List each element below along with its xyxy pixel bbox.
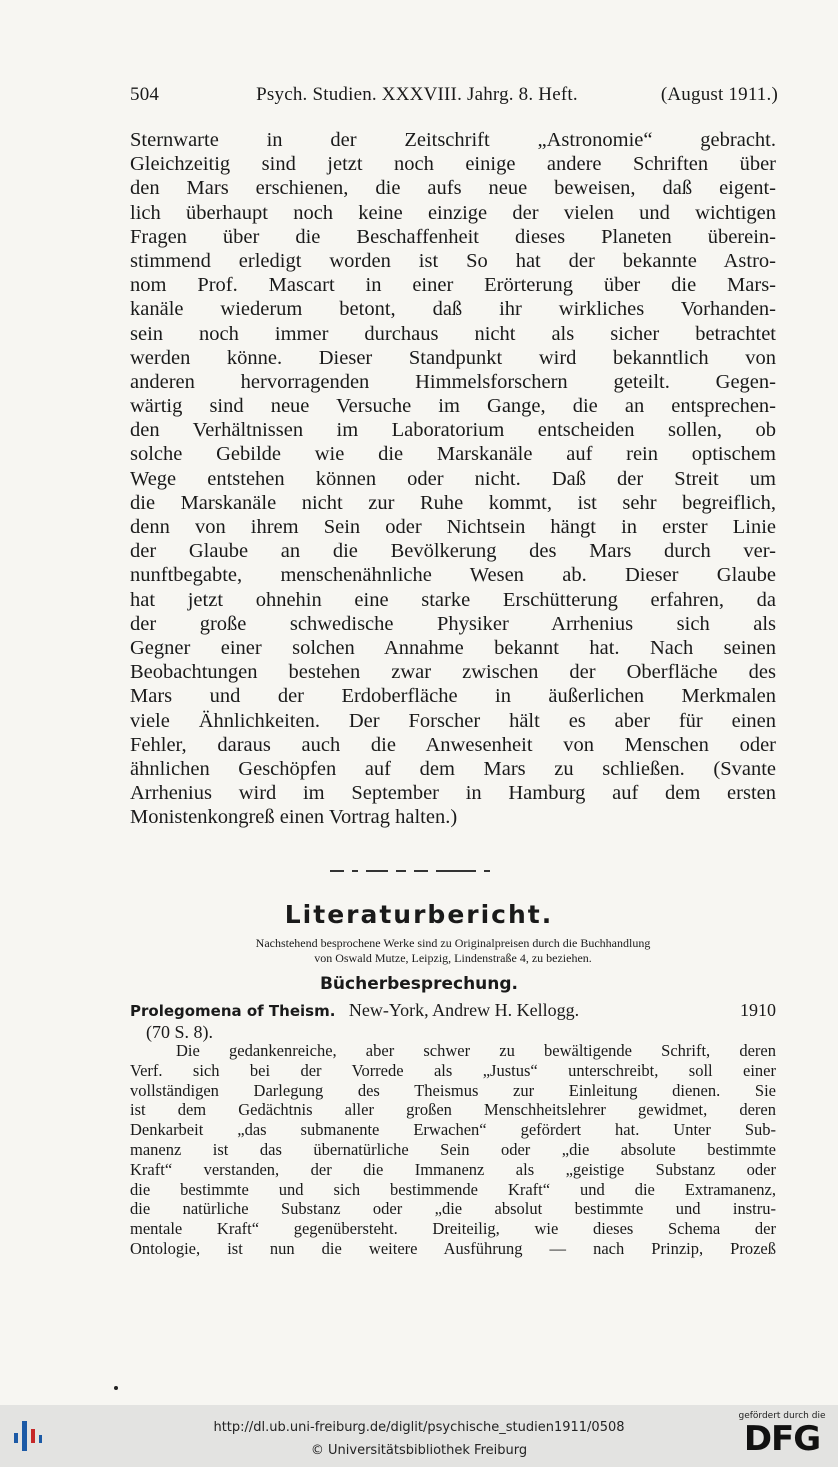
text-line: hat jetzt ohnehin eine starke Erschütterung erfahren, da bbox=[130, 588, 776, 611]
text-line: lich überhaupt noch keine einzige der vielen und wichtigen bbox=[130, 201, 776, 224]
section-separator bbox=[330, 866, 520, 876]
review-line: die natürliche Substanz oder „die absolut bestimmte und instru- bbox=[130, 1199, 776, 1219]
permalink[interactable]: http://dl.ub.uni-freiburg.de/diglit/psychische_studien1911/0508 bbox=[213, 1420, 625, 1435]
review-line: Ontologie, ist nun die weitere Ausführung — nach Prinzip, Prozeß bbox=[130, 1238, 776, 1258]
review-line: ist dem Gedächtnis aller großen Menschheitslehrer gewidmet, deren bbox=[130, 1100, 776, 1120]
text-line: den Mars erschienen, die aufs neue beweisen, daß eigent- bbox=[130, 177, 776, 200]
note-line: Nachstehend besprochene Werke sind zu Originalpreisen durch die Buchhandlung bbox=[255, 936, 651, 950]
dfg-logo bbox=[736, 1411, 828, 1463]
journal-title: Psych. Studien. XXXVIII. Jahrg. 8. Heft. bbox=[256, 84, 578, 105]
text-line: nunftbegabte, menschenähnliche Wesen ab. Dieser Glaube bbox=[130, 564, 776, 587]
review-line: die bestimmte und sich bestimmende Kraft“ und die Extramanenz, bbox=[130, 1179, 776, 1199]
book-title: Prolegomena of Theism. bbox=[130, 1002, 336, 1020]
text-line: ähnlichen Geschöpfen auf dem Mars zu schließen. (Svante bbox=[130, 757, 776, 780]
text-line: Beobachtungen bestehen zwar zwischen der Oberfläche des bbox=[130, 661, 776, 684]
text-line: der Glaube an die Bevölkerung des Mars durch ver- bbox=[130, 540, 776, 563]
dfg-wordmark: DFG bbox=[743, 1419, 821, 1459]
section-title: Literaturbericht. bbox=[284, 900, 554, 929]
text-line: anderen hervorragenden Himmelsforschern geteilt. Gegen- bbox=[130, 370, 776, 393]
page-number: 504 bbox=[130, 84, 160, 105]
text-line: wärtig sind neue Versuche im Gange, die an entsprechen- bbox=[130, 395, 776, 418]
text-line: Gleichzeitig sind jetzt noch einige andere Schriften über bbox=[130, 153, 776, 176]
text-line: Fehler, daraus auch die Anwesenheit von Menschen oder bbox=[130, 733, 776, 756]
book-publisher: New-York, Andrew H. Kellogg. bbox=[348, 1000, 580, 1020]
text-line: Monistenkongreß einen Vortrag halten.) bbox=[130, 806, 458, 829]
text-line: den Verhältnissen im Laboratorium entscheiden sollen, ob bbox=[130, 419, 776, 442]
review-line: vollständigen Darlegung des Theismus zur Einleitung dienen. Sie bbox=[130, 1080, 776, 1100]
text-line: der große schwedische Physiker Arrhenius sich als bbox=[130, 612, 776, 635]
viewer-footer bbox=[0, 1405, 838, 1467]
review-line: Kraft“ verstanden, der die Immanenz als „geistige Substanz oder bbox=[130, 1159, 776, 1179]
text-line: kanäle wiederum betont, daß ihr wirkliches Vorhanden- bbox=[130, 298, 776, 321]
text-line: Mars und der Erdoberfläche in äußerlichen Merkmalen bbox=[130, 685, 776, 708]
body-paragraph bbox=[130, 128, 776, 829]
text-line: stimmend erledigt worden ist So hat der bekannte Astro- bbox=[130, 249, 776, 272]
book-year: 1910 bbox=[740, 1000, 776, 1020]
issue-date: (August 1911.) bbox=[660, 84, 778, 105]
text-line: die Marskanäle nicht zur Ruhe kommt, ist sehr begreiflich, bbox=[130, 491, 776, 514]
review-line: Verf. sich bei der Vorrede als „Justus“ unterschreibt, soll einer bbox=[130, 1060, 776, 1080]
bookseller-note bbox=[130, 936, 776, 966]
review-line: mentale Kraft“ gegenübersteht. Dreiteilig, wie dieses Schema der bbox=[130, 1219, 776, 1239]
text-line: Wege entstehen können oder nicht. Daß der Streit um bbox=[130, 467, 776, 490]
text-line: werden könne. Dieser Standpunkt wird bekanntlich von bbox=[130, 346, 776, 369]
running-head bbox=[130, 84, 778, 106]
book-extent: (70 S. 8). bbox=[146, 1022, 213, 1042]
text-line: sein noch immer durchaus nicht als sicher betrachtet bbox=[130, 322, 776, 345]
text-line: denn von ihrem Sein oder Nichtsein hängt in erster Linie bbox=[130, 516, 776, 538]
review-heading bbox=[130, 1000, 776, 1043]
note-line: von Oswald Mutze, Leipzig, Lindenstraße 4, zu beziehen. bbox=[314, 951, 592, 965]
text-line: Fragen über die Beschaffenheit dieses Planeten überein- bbox=[130, 225, 776, 248]
copyright-notice: © Universitätsbibliothek Freiburg bbox=[310, 1443, 528, 1458]
dfg-caption: gefördert durch die bbox=[738, 1411, 826, 1421]
text-line: solche Gebilde wie die Marskanäle auf rein optischem bbox=[130, 443, 776, 466]
text-line: viele Ähnlichkeiten. Der Forscher hält es aber für einen bbox=[130, 709, 776, 732]
text-line: Sternwarte in der Zeitschrift „Astronomie“ gebracht. bbox=[130, 129, 776, 151]
text-line: Arrhenius wird im September in Hamburg auf dem ersten bbox=[130, 782, 776, 805]
review-line: Die gedankenreiche, aber schwer zu bewältigende Schrift, deren bbox=[176, 1041, 776, 1060]
review-line: Denkarbeit „das submanente Erwachen“ gefördert hat. Unter Sub- bbox=[130, 1120, 776, 1140]
subsection-title: Bücherbesprechung. bbox=[319, 974, 519, 994]
review-paragraph bbox=[130, 1041, 776, 1259]
text-line: nom Prof. Mascart in einer Erörterung über die Mars- bbox=[130, 274, 776, 297]
text-line: Gegner einer solchen Annahme bekannt hat. Nach seinen bbox=[130, 636, 776, 659]
stray-mark bbox=[114, 1386, 118, 1390]
review-line: manenz ist das übernatürliche Sein oder „die absolute bestimmte bbox=[130, 1139, 776, 1159]
